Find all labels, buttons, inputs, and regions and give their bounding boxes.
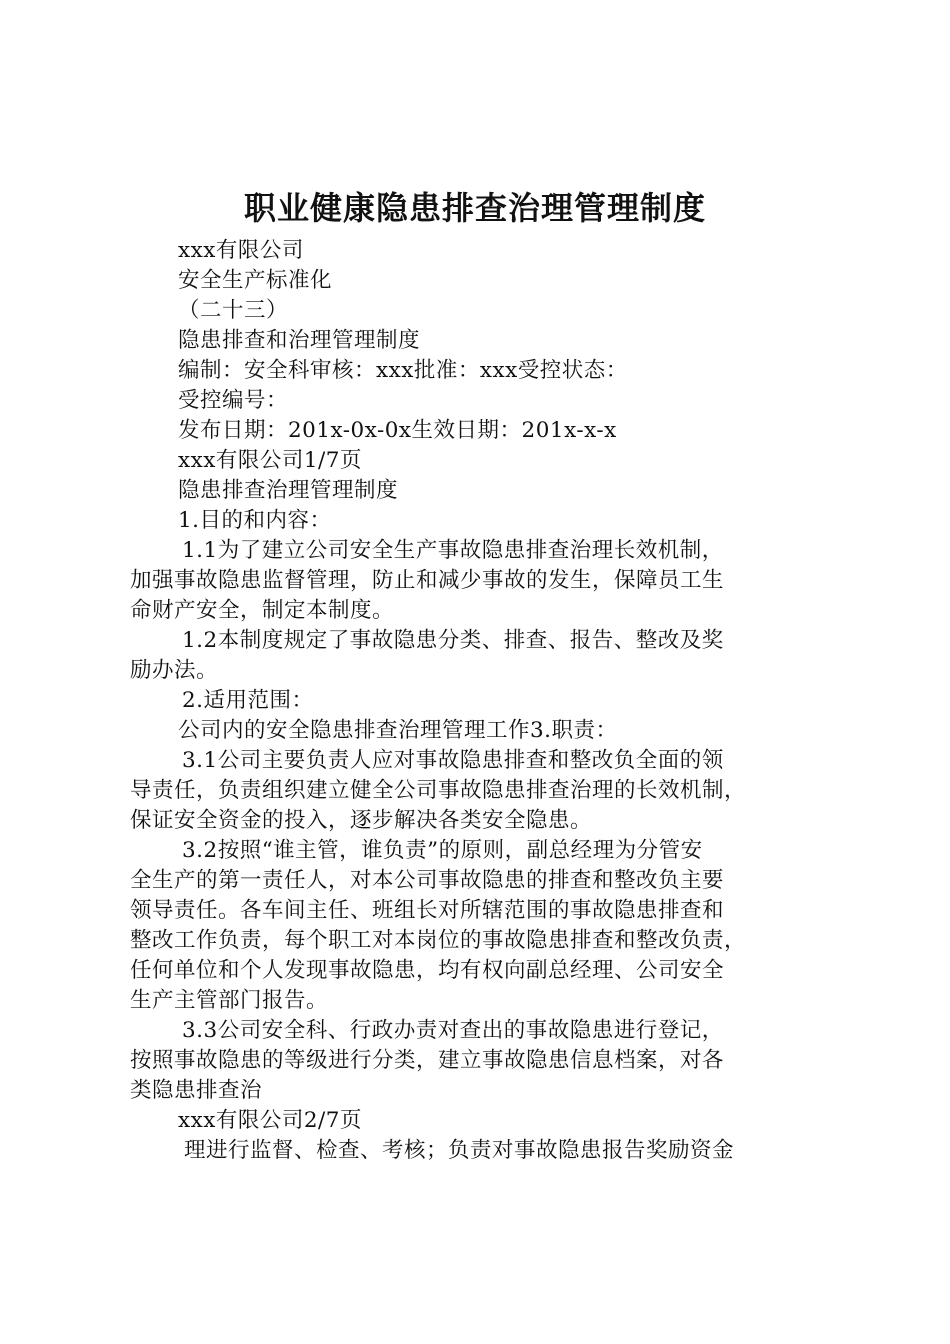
paragraph-3-2-line: 任何单位和个人发现事故隐患，均有权向副总经理、公司安全 (130, 958, 725, 983)
section-2-text: 公司内的安全隐患排查治理管理工作3.职责： (178, 718, 618, 743)
document-title: 职业健康隐患排查治理管理制度 (243, 189, 706, 227)
paragraph-1-2-line: 1.2本制度规定了事故隐患分类、排查、报告、整改及奖 (182, 628, 724, 653)
paragraph-1-1-line: 命财产安全，制定本制度。 (130, 598, 395, 623)
paragraph-3-1-line: 导责任，负责组织建立健全公司事故隐患排查治理的长效机制， (130, 778, 747, 803)
paragraph-3-2-line: 全生产的第一责任人，对本公司事故隐患的排查和整改负主要 (130, 868, 725, 893)
section-1-heading: 1.目的和内容： (178, 508, 332, 533)
paragraph-1-2-line: 励办法。 (130, 658, 219, 683)
section-title: 隐患排查治理管理制度 (178, 478, 399, 503)
company-name: xxx有限公司 (178, 238, 304, 263)
paragraph-3-1-line: 保证安全资金的投入，逐步解决各类安全隐患。 (130, 808, 593, 833)
series-number: （二十三） (178, 298, 289, 323)
page-footer-2: xxx有限公司2/7页 (178, 1108, 362, 1133)
paragraph-3-3-line: 类隐患排查治 (130, 1078, 263, 1103)
paragraph-3-3-line: 按照事故隐患的等级进行分类，建立事故隐患信息档案，对各 (130, 1048, 725, 1073)
regulation-name: 隐患排查和治理管理制度 (178, 328, 421, 353)
paragraph-1-1-line: 加强事故隐患监督管理，防止和减少事故的发生，保障员工生 (130, 568, 725, 593)
paragraph-3-2-line: 整改工作负责，每个职工对本岗位的事故隐患排查和整改负责， (130, 928, 747, 953)
paragraph-1-1-line: 1.1为了建立公司安全生产事故隐患排查治理长效机制， (182, 538, 724, 563)
continuation-line: 理进行监督、检查、考核；负责对事故隐患报告奖励资金 (184, 1138, 735, 1163)
date-info: 发布日期：201x-0x-0x生效日期：201x-x-x (178, 418, 617, 443)
paragraph-3-2-line: 领导责任。各车间主任、班组长对所辖范围的事故隐患排查和 (130, 898, 725, 923)
page-footer-1: xxx有限公司1/7页 (178, 448, 362, 473)
paragraph-3-2-line: 生产主管部门报告。 (130, 988, 329, 1013)
paragraph-3-3-line: 3.3公司安全科、行政办责对查出的事故隐患进行登记， (182, 1018, 724, 1043)
document-body (130, 236, 835, 1166)
section-2-heading: 2.适用范围： (182, 688, 314, 713)
series-name: 安全生产标准化 (178, 268, 333, 293)
paragraph-3-1-line: 3.1公司主要负责人应对事故隐患排查和整改负全面的领 (182, 748, 724, 773)
approval-info: 编制：安全科审核：xxx批准：xxx受控状态： (178, 358, 628, 383)
control-number: 受控编号： (178, 388, 289, 413)
paragraph-3-2-line: 3.2按照“谁主管，谁负责”的原则，副总经理为分管安 (182, 838, 703, 863)
